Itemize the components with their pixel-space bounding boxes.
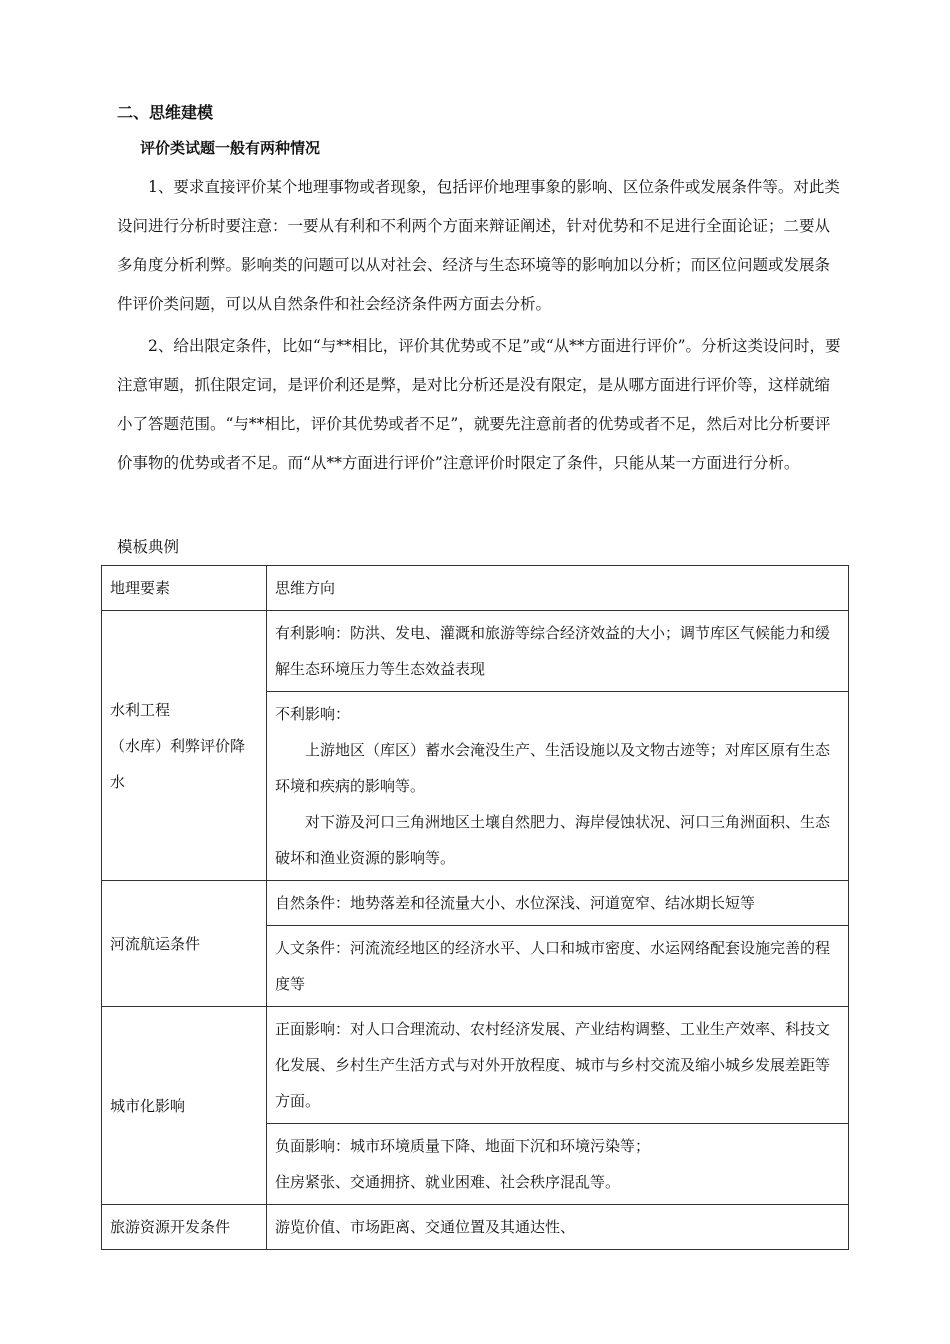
- urban-positive-cell: 正面影响：对人口合理流动、农村经济发展、产业结构调整、工业生产效率、科技文化发展、乡村生产生活方式与对外开放程度、城市与乡村交流及缩小城乡发展差距等方面。: [267, 1007, 849, 1124]
- table-caption: 模板典例: [117, 538, 180, 556]
- paragraph-1: 1、要求直接评价某个地理事物或者现象，包括评价地理事象的影响、区位条件或发展条件等。对此类设问进行分析时要注意：一要从有利和不利两个方面来辩证阐述，针对优势和不足进行全面论证；二要从多角度分析利弊。影响类的问题可以从对社会、经济与生态环境等的影响加以分析；而区位问题或发展条件评价类问题，可以从自然条件和社会经济条件两方面去分析。: [117, 178, 840, 313]
- row-label-tourism: 旅游资源开发条件: [102, 1205, 267, 1250]
- header-cell-direction: 思维方向: [267, 566, 849, 611]
- table-row: [102, 881, 849, 926]
- urban-negative-line-1: 负面影响：城市环境质量下降、地面下沉和环境污染等；: [275, 1137, 651, 1155]
- urban-negative-cell: [267, 1124, 849, 1205]
- table-row: [102, 611, 849, 692]
- table-row: [102, 1007, 849, 1124]
- river-natural-cell: 自然条件：地势落差和径流量大小、水位深浅、河道宽窄、结冰期长短等: [267, 881, 849, 926]
- urban-negative-line-2: 住房紧张、交通拥挤、就业困难、社会秩序混乱等。: [275, 1173, 621, 1191]
- template-table: [101, 565, 849, 1250]
- water-unfavorable-cell: [267, 692, 849, 881]
- water-label: 水利工程 （水库）利弊评价降水: [110, 700, 246, 791]
- unfavorable-title: 不利影响：: [275, 705, 351, 723]
- subsection-title: 评价类试题一般有两种情况: [140, 139, 321, 157]
- row-label-river: 河流航运条件: [102, 881, 267, 1007]
- row-label-urban: 城市化影响: [102, 1007, 267, 1205]
- tourism-content-cell: 游览价值、市场距离、交通位置及其通达性、: [267, 1205, 849, 1250]
- water-favorable-cell: 有利影响：防洪、发电、灌溉和旅游等综合经济效益的大小；调节库区气候能力和缓解生态环境压力等生态效益表现: [267, 611, 849, 692]
- paragraph-2: 2、给出限定条件，比如“与**相比，评价其优势或不足”或“从**方面进行评价”。分析这类设问时，要注意审题，抓住限定词，是评价利还是弊，是对比分析还是没有限定，是从哪方面进行评价等，这样就缩小了答题范围。“与**相比，评价其优势或者不足”，就要先注意前者的优势或者不足，然后对比分析要评价事物的优势或者不足。而“从**方面进行评价”注意评价时限定了条件，只能从某一方面进行分析。: [117, 337, 841, 472]
- river-human-cell: 人文条件：河流流经地区的经济水平、人口和城市密度、水运网络配套设施完善的程度等: [267, 926, 849, 1007]
- unfavorable-downstream: 对下游及河口三角洲地区土壤自然肥力、海岸侵蚀状况、河口三角洲面积、生态破坏和渔业资源的影响等。: [275, 813, 831, 867]
- row-label-water: [102, 611, 267, 881]
- header-cell-factor: 地理要素: [102, 566, 267, 611]
- table-row: [102, 1205, 849, 1250]
- section-title: 二、思维建模: [117, 103, 214, 122]
- table-header-row: [102, 566, 849, 611]
- unfavorable-upstream: 上游地区（库区）蓄水会淹没生产、生活设施以及文物古迹等；对库区原有生态环境和疾病的影响等。: [275, 741, 831, 795]
